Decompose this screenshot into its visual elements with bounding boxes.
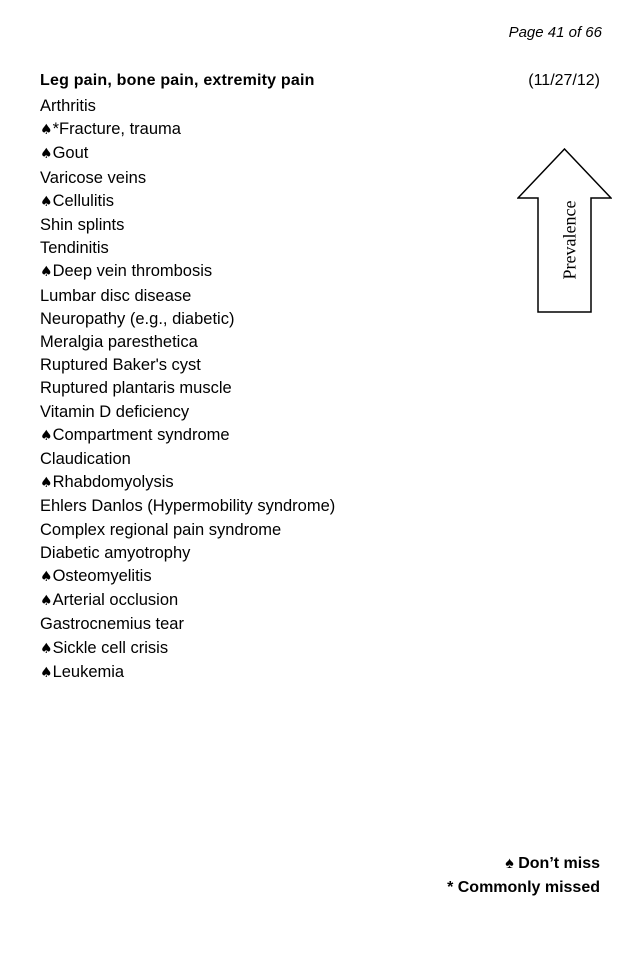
- revision-date: (11/27/12): [528, 72, 600, 89]
- diagnosis-text: Neuropathy (e.g., diabetic): [40, 309, 235, 328]
- diagnosis-text: Rhabdomyolysis: [52, 473, 174, 492]
- spade-icon: ♠: [40, 427, 53, 444]
- diagnosis-text: Osteomyelitis: [52, 567, 152, 586]
- diagnosis-item: [40, 142, 335, 166]
- diagnosis-text: Leukemia: [52, 662, 125, 681]
- diagnosis-text: Ehlers Danlos (Hypermobility syndrome): [40, 497, 336, 516]
- diagnosis-item: [40, 237, 335, 260]
- diagnosis-item: [40, 285, 335, 308]
- spade-icon: ♠: [40, 593, 53, 610]
- diagnosis-item: [40, 613, 335, 636]
- diagnosis-text: Gout: [52, 144, 89, 163]
- diagnosis-text: Arterial occlusion: [52, 591, 179, 610]
- diagnosis-text: Vitamin D deficiency: [40, 402, 190, 421]
- legend: [447, 852, 600, 900]
- diagnosis-item: [40, 95, 335, 118]
- diagnosis-text: Cellulitis: [52, 191, 114, 210]
- section-heading: Leg pain, bone pain, extremity pain: [40, 72, 315, 89]
- diagnosis-item: [40, 260, 335, 284]
- spade-icon: ♠: [40, 264, 53, 281]
- diagnosis-item: [40, 331, 335, 354]
- spade-icon: ♠: [40, 640, 53, 657]
- diagnosis-item: [40, 401, 335, 424]
- diagnosis-text: *Fracture, trauma: [52, 120, 181, 139]
- diagnosis-item: [40, 377, 335, 400]
- diagnosis-item: [40, 448, 335, 471]
- diagnosis-text: Meralgia paresthetica: [40, 333, 198, 352]
- diagnosis-item: [40, 354, 335, 377]
- spade-icon: ♠: [40, 475, 53, 492]
- diagnosis-text: Deep vein thrombosis: [52, 262, 213, 281]
- diagnosis-item: [40, 542, 335, 565]
- legend-dont-miss: ♠ Don’t miss: [505, 855, 600, 872]
- diagnosis-item: [40, 661, 335, 685]
- diagnosis-item: [40, 519, 335, 542]
- spade-icon: ♠: [40, 193, 53, 210]
- diagnosis-item: [40, 308, 335, 331]
- diagnosis-text: Lumbar disc disease: [40, 286, 192, 305]
- diagnosis-text: Gastrocnemius tear: [40, 615, 184, 634]
- diagnosis-item: [40, 118, 335, 142]
- diagnosis-text: Ruptured Baker's cyst: [40, 356, 201, 375]
- diagnosis-text: Ruptured plantaris muscle: [40, 379, 232, 398]
- diagnosis-text: Shin splints: [40, 216, 125, 235]
- diagnosis-item: [40, 214, 335, 237]
- diagnosis-text: Compartment syndrome: [52, 425, 230, 444]
- diagnosis-text: Tendinitis: [40, 239, 109, 258]
- diagnosis-text: Arthritis: [40, 97, 96, 115]
- diagnosis-item: [40, 565, 335, 589]
- diagnosis-text: Diabetic amyotrophy: [40, 543, 191, 562]
- spade-icon: ♠: [40, 122, 53, 139]
- diagnosis-text: Varicose veins: [40, 168, 147, 187]
- diagnosis-list: [40, 95, 335, 685]
- diagnosis-item: [40, 424, 335, 448]
- diagnosis-item: [40, 495, 335, 518]
- spade-icon: ♠: [40, 569, 53, 586]
- diagnosis-text: Complex regional pain syndrome: [40, 520, 282, 539]
- page-number: Page 41 of 66: [508, 24, 602, 41]
- spade-icon: ♠: [40, 146, 53, 163]
- spade-icon: ♠: [40, 664, 53, 681]
- diagnosis-item: [40, 589, 335, 613]
- legend-commonly-missed: * Commonly missed: [447, 879, 600, 896]
- diagnosis-item: [40, 637, 335, 661]
- diagnosis-text: Sickle cell crisis: [52, 638, 169, 657]
- diagnosis-text: Claudication: [40, 450, 131, 469]
- diagnosis-item: [40, 167, 335, 190]
- prevalence-label: Prevalence: [559, 200, 580, 280]
- diagnosis-item: [40, 471, 335, 495]
- diagnosis-item: [40, 190, 335, 214]
